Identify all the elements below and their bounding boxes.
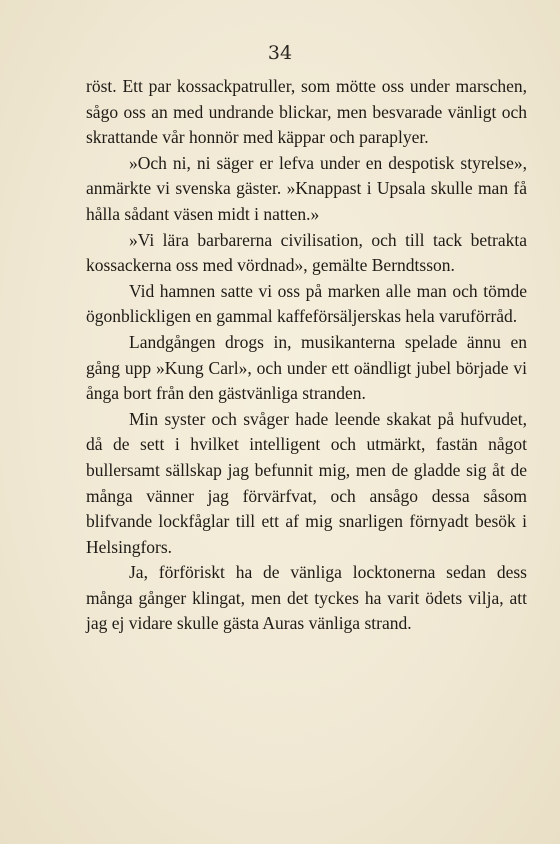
paragraph-2: »Och ni, ni säger er lefva under en despotisk styrelse», anmärkte vi svenska gäster. »Knappast i Upsala skulle man få hålla sådant väsen midt i natten.» bbox=[86, 152, 527, 224]
paragraph-4: Vid hamnen satte vi oss på marken alle man och tömde ögonblickligen en gammal kaffeförsäljerskas hela varuförråd. bbox=[86, 280, 527, 327]
paragraph-5: Landgången drogs in, musikanterna spelade ännu en gång upp »Kung Carl», och under ett oändligt jubel började vi ånga bort från den gästvänliga stranden. bbox=[86, 331, 527, 404]
body-text bbox=[86, 74, 527, 637]
page-number: 34 bbox=[267, 42, 293, 64]
paragraph-6: Min syster och svåger hade leende skakat på hufvudet, då de sett i hvilket intelligent och utmärkt, fastän något bullersamt sällskap jag befunnit mig, men de gladde sig åt de många vänner jag förvärfvat, och ansågo dessa såsom blifvande lockfåglar till ett af mig snarligen förnyadt besök i Helsingfors. bbox=[86, 408, 527, 557]
paragraph-7: Ja, förföriskt ha de vänliga locktonerna sedan dess många gånger klingat, men det tyckes ha varit ödets vilja, att jag ej vidare skulle gästa Auras vänliga strand. bbox=[86, 562, 527, 634]
paragraph-3: »Vi lära barbarerna civilisation, och till tack betrakta kossackerna oss med vördnad», gemälte Berndtsson. bbox=[86, 229, 527, 276]
paragraph-1: röst. Ett par kossackpatruller, som mötte oss under marschen, sågo oss an med undrande blickar, men besvarade vänligt och skrattande vår honnör med käppar och paraplyer. bbox=[86, 76, 527, 148]
